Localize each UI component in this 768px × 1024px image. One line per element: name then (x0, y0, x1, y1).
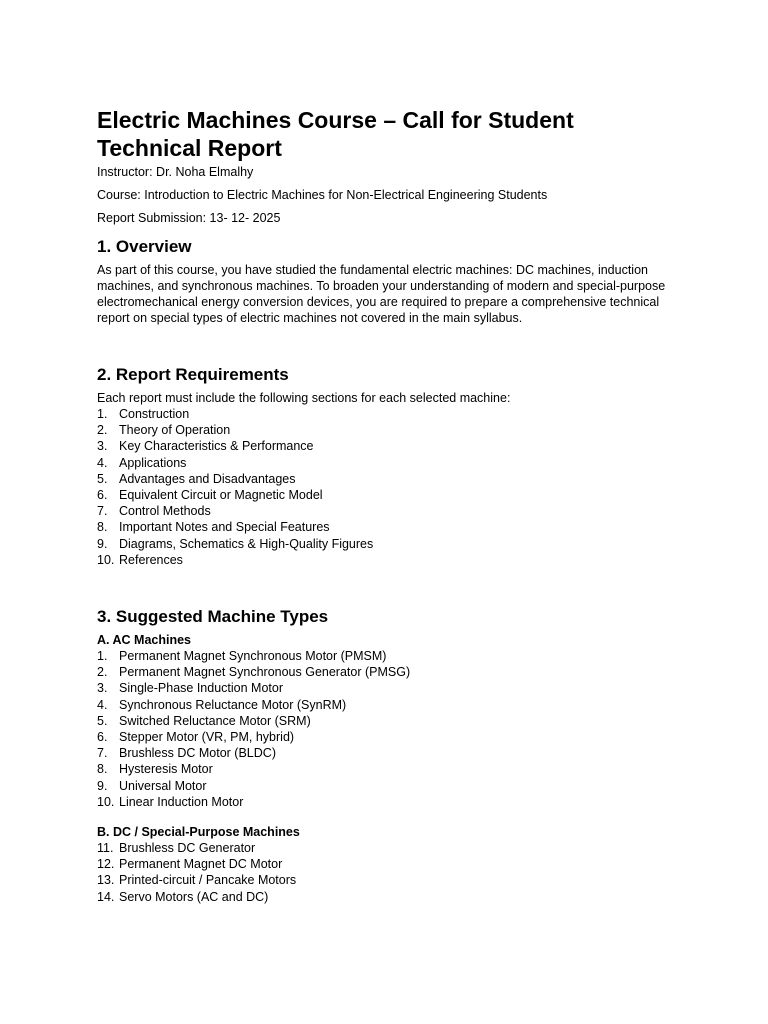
instructor-line: Instructor: Dr. Noha Elmalhy (97, 165, 254, 179)
list-item (97, 680, 677, 696)
list-item (97, 729, 677, 745)
list-item (97, 889, 677, 905)
list-item (97, 713, 677, 729)
overview-text: As part of this course, you have studied the fundamental electric machines: DC machines, induction machines, and synchronous machines. To broaden your understanding of modern and special-purpose electromechanical energy conversion devices, you are required to prepare a comprehensive technical report on special types of electric machines not covered in the main syllabus. (97, 263, 666, 325)
list-item-number: 1. (97, 407, 108, 421)
requirements-heading: 2. Report Requirements (97, 365, 289, 384)
list-item-number: 2. (97, 665, 108, 680)
list-item-label: Brushless DC Motor (BLDC) (119, 746, 276, 761)
spacer (97, 810, 677, 824)
list-item-label: Permanent Magnet Synchronous Generator (PMSG) (119, 665, 411, 680)
requirements-intro: Each report must include the following sections for each selected machine: (97, 391, 511, 405)
list-item-number: 2. (97, 423, 108, 438)
dc-machines-heading: B. DC / Special-Purpose Machines (97, 825, 300, 840)
spacer (97, 326, 677, 364)
list-item-label: Diagrams, Schematics & High-Quality Figures (119, 536, 374, 551)
list-item-number: 8. (97, 762, 108, 777)
list-item-label: Brushless DC Generator (119, 841, 256, 856)
list-item-number: 12. (97, 857, 115, 872)
list-item (97, 761, 677, 777)
list-item-number: 10. (97, 794, 115, 809)
spacer (97, 568, 677, 606)
overview-heading: 1. Overview (97, 237, 192, 256)
list-item-number: 4. (97, 697, 108, 712)
list-item (97, 778, 677, 794)
list-item (97, 872, 677, 888)
list-item-number: 9. (97, 536, 108, 551)
list-item-label: Advantages and Disadvantages (119, 471, 296, 486)
list-item (97, 840, 677, 856)
list-item-label: Permanent Magnet Synchronous Motor (PMSM) (119, 649, 387, 664)
list-item-label: Hysteresis Motor (119, 762, 213, 777)
list-item (97, 697, 677, 713)
course-line: Course: Introduction to Electric Machines for Non-Electrical Engineering Students (97, 188, 548, 202)
list-item (97, 438, 677, 454)
document-page (97, 106, 677, 905)
list-item-number: 11. (97, 841, 114, 856)
list-item-label: Universal Motor (119, 778, 207, 793)
list-item-label: Equivalent Circuit or Magnetic Model (119, 488, 323, 503)
dc-machines-list (97, 840, 677, 905)
list-item-label: Stepper Motor (VR, PM, hybrid) (119, 730, 295, 745)
list-item (97, 664, 677, 680)
list-item-label: References (119, 552, 183, 567)
list-item-label: Synchronous Reluctance Motor (SynRM) (119, 697, 347, 712)
list-item (97, 487, 677, 503)
list-item (97, 503, 677, 519)
list-item-number: 6. (97, 488, 108, 503)
list-item (97, 471, 677, 487)
list-item (97, 519, 677, 535)
list-item-number: 4. (97, 455, 108, 470)
list-item-number: 7. (97, 746, 108, 761)
list-item-label: Printed-circuit / Pancake Motors (119, 873, 297, 888)
list-item-label: Linear Induction Motor (119, 794, 244, 809)
list-item (97, 455, 677, 471)
list-item (97, 794, 677, 810)
list-item-number: 14. (97, 889, 115, 904)
list-item-label: Theory of Operation (119, 423, 231, 438)
ac-machines-heading: A. AC Machines (97, 633, 192, 648)
list-item (97, 406, 677, 422)
list-item-label: Construction (119, 407, 190, 421)
list-item (97, 856, 677, 872)
list-item-number: 1. (97, 649, 108, 664)
list-item-label: Switched Reluctance Motor (SRM) (119, 713, 311, 728)
list-item (97, 536, 677, 552)
list-item-label: Servo Motors (AC and DC) (119, 889, 269, 904)
list-item-label: Important Notes and Special Features (119, 520, 330, 535)
machines-heading: 3. Suggested Machine Types (97, 607, 329, 627)
list-item-label: Single-Phase Induction Motor (119, 681, 283, 696)
list-item-number: 6. (97, 730, 108, 745)
submission-line: Report Submission: 13- 12- 2025 (97, 211, 281, 225)
list-item (97, 745, 677, 761)
list-item-number: 10. (97, 552, 115, 567)
list-item-number: 5. (97, 471, 108, 486)
list-item-number: 5. (97, 713, 108, 728)
list-item-number: 3. (97, 681, 108, 696)
ac-machines-list (97, 648, 677, 810)
list-item (97, 422, 677, 438)
requirements-list (97, 406, 677, 568)
list-item (97, 552, 677, 568)
list-item-label: Applications (119, 455, 187, 470)
list-item-number: 8. (97, 520, 108, 535)
list-item-number: 13. (97, 873, 115, 888)
list-item-number: 7. (97, 504, 108, 519)
list-item-label: Control Methods (119, 504, 211, 519)
list-item-number: 9. (97, 778, 108, 793)
list-item-number: 3. (97, 439, 108, 454)
list-item-label: Permanent Magnet DC Motor (119, 857, 283, 872)
list-item (97, 648, 677, 664)
document-title: Electric Machines Course – Call for Student Technical Report (97, 107, 574, 161)
list-item-label: Key Characteristics & Performance (119, 439, 314, 454)
